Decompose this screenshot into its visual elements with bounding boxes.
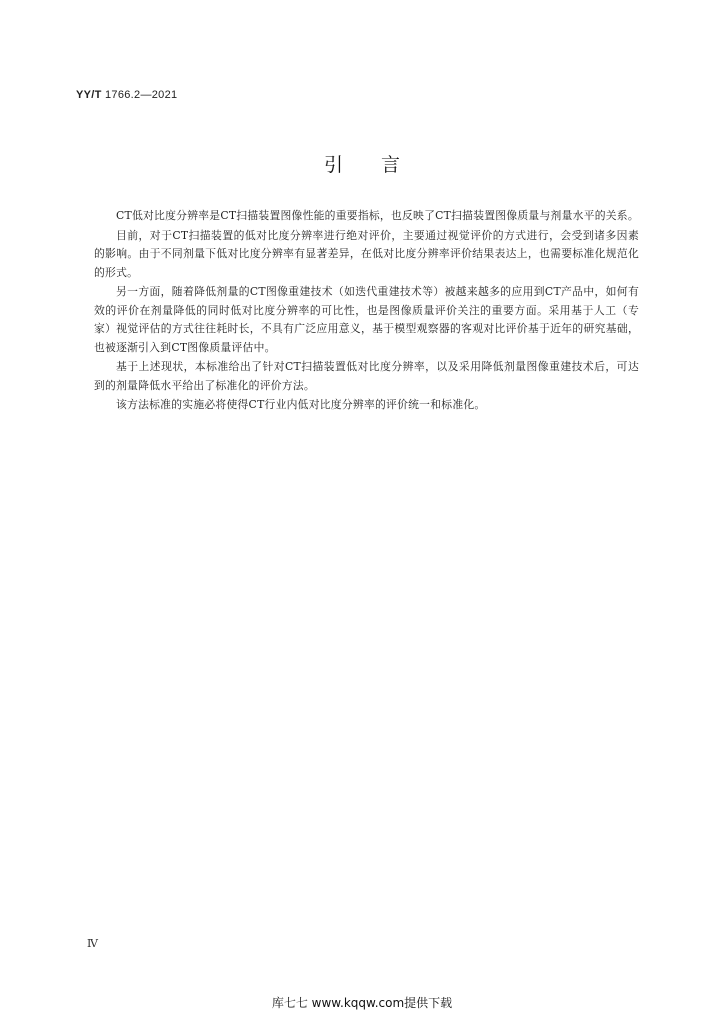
body-text xyxy=(94,207,639,416)
paragraph-2: 目前，对于CT扫描装置的低对比度分辨率进行绝对评价，主要通过视觉评价的方式进行，会受到诸多因素的影响。由于不同剂量下低对比度分辨率有显著差异，在低对比度分辨率评价结果表达上，也需要标准化规范化的形式。 xyxy=(94,228,639,279)
paragraph-1: CT低对比度分辨率是CT扫描装置图像性能的重要指标，也反映了CT扫描装置图像质量与剂量水平的关系。 xyxy=(116,209,639,222)
standard-code xyxy=(76,89,177,101)
standard-prefix: YY/T xyxy=(76,89,102,101)
paragraph-4: 基于上述现状，本标准给出了针对CT扫描装置低对比度分辨率，以及采用降低剂量图像重建技术后，可达到的剂量降低水平给出了标准化的评价方法。 xyxy=(94,360,639,392)
download-footer: 库七七 www.kqqw.com提供下载 xyxy=(271,996,453,1010)
paragraph-3: 另一方面，随着降低剂量的CT图像重建技术（如迭代重建技术等）被越来越多的应用到CT产品中，如何有效的评价在剂量降低的同时低对比度分辨率的可比性，也是图像质量评价关注的重要方面。采用基于人工（专家）视觉评估的方式往往耗时长，不具有广泛应用意义，基于模型观察器的客观对比评价基于近年的研究基础，也被逐渐引入到CT图像质量评估中。 xyxy=(94,285,639,354)
paragraph-5: 该方法标准的实施必将使得CT行业内低对比度分辨率的评价统一和标准化。 xyxy=(116,398,486,411)
page-number: Ⅳ xyxy=(87,937,98,950)
standard-number: 1766.2—2021 xyxy=(105,89,178,101)
section-title: 引言 xyxy=(323,154,438,176)
